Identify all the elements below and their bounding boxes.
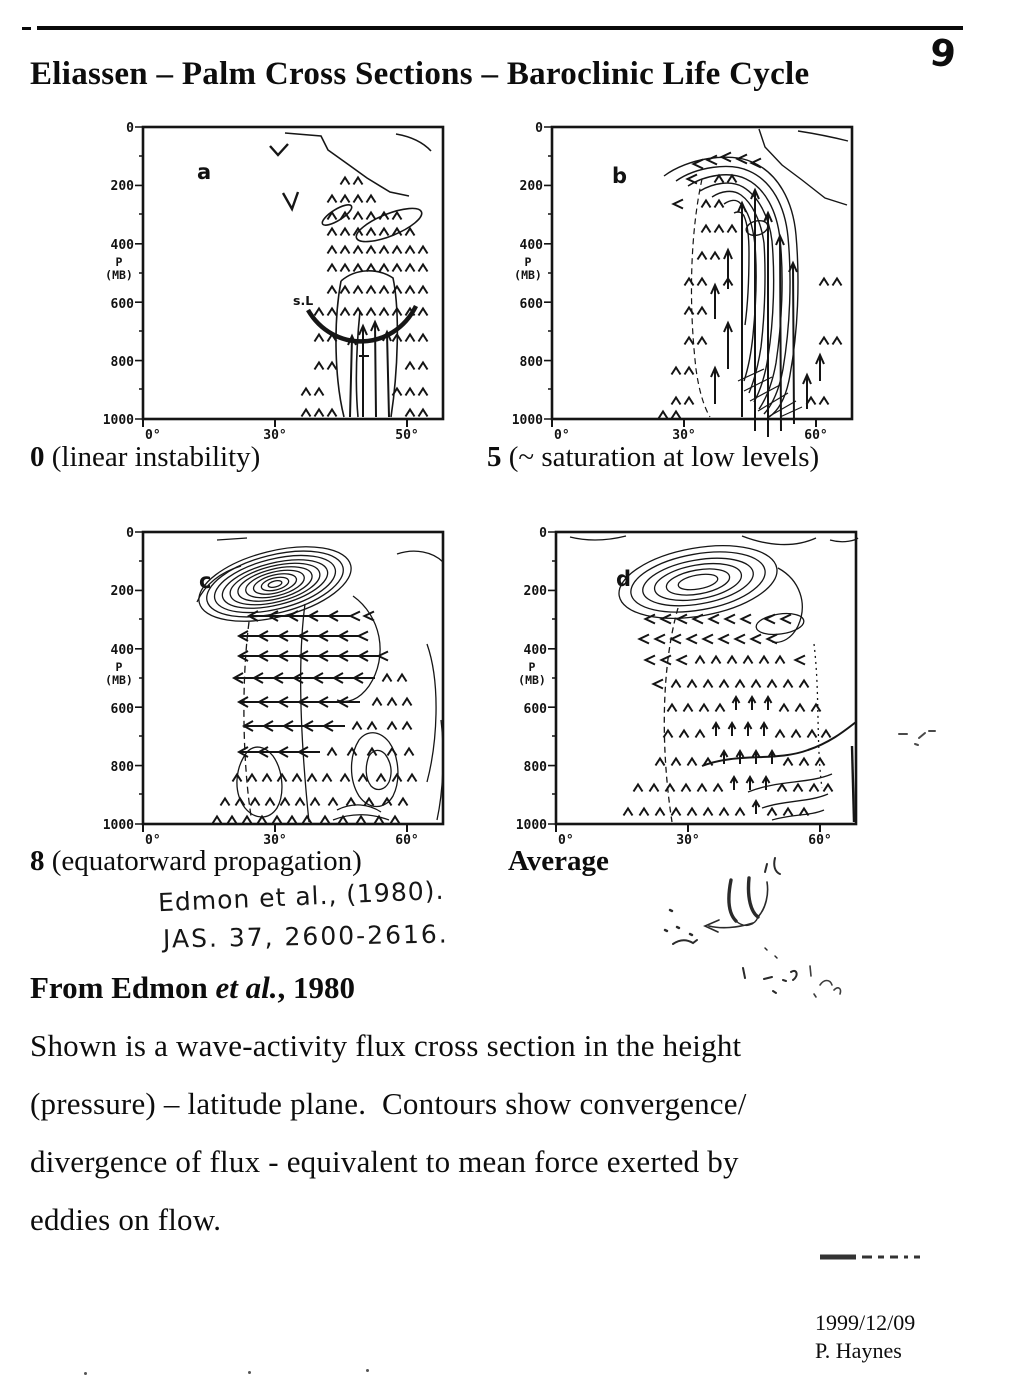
dashed-smudge bbox=[818, 1250, 953, 1264]
x-tick-label: 0° bbox=[554, 428, 570, 443]
x-tick-label: 60° bbox=[395, 833, 419, 848]
caption-average-label: Average bbox=[508, 845, 609, 877]
y-tick-label: 800 bbox=[523, 760, 547, 775]
panel-letter: c bbox=[199, 569, 212, 593]
x-tick-label: 60° bbox=[808, 833, 832, 848]
scan-speck bbox=[248, 1371, 251, 1374]
y-tick-label: 1000 bbox=[102, 413, 134, 428]
panel-d-contours bbox=[570, 535, 858, 822]
caption-panel-c bbox=[30, 845, 362, 878]
source-et-al: et al. bbox=[215, 970, 278, 1005]
scan-speck bbox=[84, 1372, 87, 1375]
source-prefix: From Edmon bbox=[30, 970, 216, 1005]
page-title: Eliassen – Palm Cross Sections – Baroclinic Life Cycle bbox=[30, 56, 810, 92]
panel-d-arrow-field bbox=[624, 615, 833, 816]
y-tick-label: 400 bbox=[110, 238, 134, 253]
y-tick-label: 800 bbox=[110, 355, 134, 370]
footer-date: 1999/12/09 bbox=[815, 1310, 916, 1335]
sl-critical-line-label: s.L bbox=[293, 293, 314, 308]
caption-text: (equatorward propagation) bbox=[44, 845, 362, 877]
y-tick-label: 400 bbox=[110, 643, 134, 658]
body-text-line: eddies on flow. bbox=[30, 1202, 222, 1237]
y-tick-label: 200 bbox=[110, 584, 134, 599]
y-tick-label: 200 bbox=[519, 179, 543, 194]
y-tick-label: 400 bbox=[523, 643, 547, 658]
caption-panel-a bbox=[30, 441, 260, 474]
panel-a-arrow-field bbox=[302, 178, 428, 418]
body-text-line: (pressure) – latitude plane. Contours show convergence/ bbox=[30, 1086, 747, 1121]
y-axis-unit: (MB) bbox=[518, 673, 546, 687]
caption-day-number: 8 bbox=[30, 845, 45, 877]
x-tick-label: 0° bbox=[145, 428, 161, 443]
panel-b-arrow-field bbox=[659, 153, 842, 438]
y-tick-label: 1000 bbox=[102, 818, 134, 833]
x-tick-label: 30° bbox=[263, 428, 287, 443]
y-tick-label: 1000 bbox=[511, 413, 543, 428]
y-tick-label: 600 bbox=[110, 702, 134, 717]
y-axis-unit: P bbox=[115, 255, 123, 269]
x-tick-label: 50° bbox=[395, 428, 419, 443]
y-axis-unit: (MB) bbox=[105, 268, 133, 282]
panel-c-axis-labels bbox=[103, 526, 419, 848]
caption-panel-b bbox=[487, 441, 819, 474]
body-text-line: Shown is a wave-activity flux cross section in the height bbox=[30, 1028, 742, 1063]
top-rule-line bbox=[37, 26, 963, 30]
handwritten-reference-line-2: JAS. 37, 2600-2616. bbox=[162, 919, 449, 954]
y-axis-unit: (MB) bbox=[514, 268, 542, 282]
y-tick-label: 600 bbox=[110, 297, 134, 312]
caption-text: (linear instability) bbox=[44, 441, 261, 473]
y-tick-label: 200 bbox=[110, 179, 134, 194]
caption-day-number: 5 bbox=[487, 441, 502, 473]
footer-author: P. Haynes bbox=[815, 1338, 902, 1363]
panel-a-axes bbox=[135, 127, 443, 427]
body-text-line: divergence of flux - equivalent to mean force exerted by bbox=[30, 1144, 739, 1179]
caption-day-number: 0 bbox=[30, 441, 45, 473]
panel-letter: a bbox=[197, 160, 212, 184]
panel-a-axis-labels bbox=[103, 121, 419, 443]
y-tick-label: 0 bbox=[126, 121, 134, 136]
y-tick-label: 600 bbox=[519, 297, 543, 312]
scan-speck bbox=[366, 1369, 369, 1372]
y-tick-label: 200 bbox=[523, 584, 547, 599]
caption-panel-d bbox=[508, 845, 609, 878]
panel-c-plot bbox=[97, 524, 447, 858]
caption-text: (~ saturation at low levels) bbox=[501, 441, 820, 473]
panel-letter: b bbox=[612, 164, 628, 188]
stray-scribble bbox=[800, 960, 880, 1010]
handwritten-doodle bbox=[615, 852, 815, 1012]
panel-c-arrow-field bbox=[213, 611, 417, 824]
y-tick-label: 800 bbox=[519, 355, 543, 370]
y-tick-label: 600 bbox=[523, 702, 547, 717]
y-axis-unit: P bbox=[524, 255, 532, 269]
panel-letter: d bbox=[616, 567, 632, 591]
x-tick-label: 30° bbox=[672, 428, 696, 443]
y-axis-unit: P bbox=[528, 660, 536, 674]
x-tick-label: 60° bbox=[804, 428, 828, 443]
x-tick-label: 30° bbox=[676, 833, 700, 848]
source-attribution bbox=[30, 970, 355, 1006]
top-rule-dash bbox=[22, 27, 31, 30]
y-tick-label: 400 bbox=[519, 238, 543, 253]
panel-d-axes bbox=[548, 532, 856, 832]
y-tick-label: 0 bbox=[535, 121, 543, 136]
x-tick-label: 0° bbox=[558, 833, 574, 848]
handwritten-page-number: 9 bbox=[927, 30, 958, 77]
y-tick-label: 0 bbox=[539, 526, 547, 541]
handwritten-reference-line-1: Edmon et al., (1980). bbox=[157, 875, 445, 918]
panel-d-plot bbox=[510, 524, 860, 858]
y-axis-unit: P bbox=[115, 660, 123, 674]
source-suffix: , 1980 bbox=[277, 970, 355, 1005]
x-tick-label: 30° bbox=[263, 833, 287, 848]
y-tick-label: 800 bbox=[110, 760, 134, 775]
x-tick-label: 0° bbox=[145, 833, 161, 848]
y-axis-unit: (MB) bbox=[105, 673, 133, 687]
panel-a-plot bbox=[97, 119, 447, 453]
y-tick-label: 1000 bbox=[515, 818, 547, 833]
panel-b-plot bbox=[506, 119, 856, 453]
y-tick-label: 0 bbox=[126, 526, 134, 541]
stray-marks bbox=[895, 724, 955, 750]
